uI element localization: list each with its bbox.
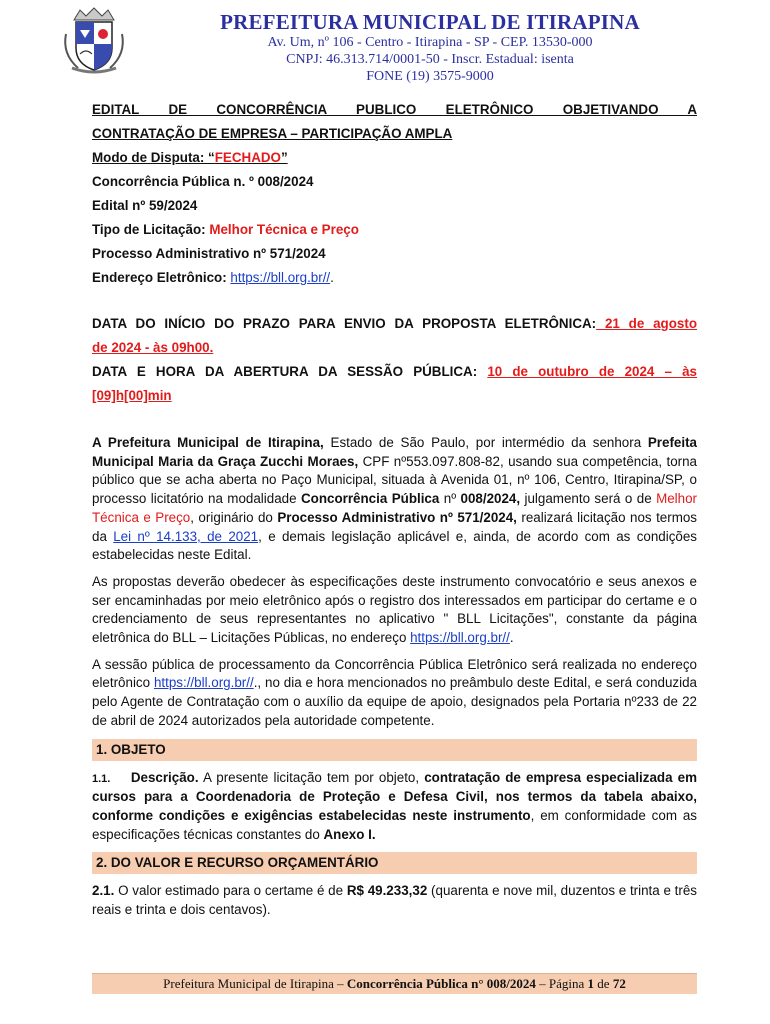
text-bold: Concorrência Pública bbox=[300, 491, 440, 507]
modo-value: FECHADO bbox=[214, 150, 281, 165]
text-bold: Anexo I. bbox=[323, 826, 376, 842]
text: Estado de São Paulo, por intermédio da senhora bbox=[323, 435, 648, 450]
letterhead-phone: FONE (19) 3575-9000 bbox=[366, 69, 494, 84]
modo-disputa bbox=[92, 146, 697, 170]
edital-number: Edital nº 59/2024 bbox=[92, 198, 198, 213]
tipo-licitacao bbox=[92, 218, 697, 242]
data-inicio-value-a: 21 de agosto bbox=[596, 316, 698, 331]
text: , e demais legislação aplicável e, ainda, de acordo com as condições estabelecidas neste Edital. bbox=[92, 528, 698, 563]
text: ., no dia e hora mencionados no preâmbulo deste Edital, e será conduzida pelo Agente de Contratação com o auxílio da equipe de apoio, designados pela Portaria nº233 de 22 de abril de 2024 autorizados pela autoridade competente. bbox=[92, 675, 697, 728]
processo-administrativo: Processo Administrativo nº 571/2024 bbox=[92, 246, 326, 261]
footer-text: Prefeitura Municipal de Itirapina – bbox=[163, 976, 347, 991]
text: As propostas deverão obedecer às especificações deste instrumento convocatório e seus anexos e ser encaminhadas por meio eletrônico após o registro dos interessados em participar do certame e o credenciamento de seus representantes no aplicativo " BLL Licitações", constante da página eletrônica do BLL – Licitações Públicas, no endereço bbox=[92, 573, 697, 646]
section-heading-objeto: 1. OBJETO bbox=[92, 739, 697, 761]
edital-title-line1: EDITAL DE CONCORRÊNCIA PUBLICO ELETRÔNICO OBJETIVANDO A bbox=[92, 102, 697, 117]
text-bold: Processo Administrativo nº 571/2024, bbox=[277, 509, 517, 525]
footer-bold: Concorrência Pública n° 008/2024 bbox=[346, 976, 536, 991]
item-number: 2.1. bbox=[92, 883, 115, 899]
footer-text: de bbox=[594, 976, 613, 991]
text: , em conformidade com as especificações técnicas constantes do bbox=[92, 807, 697, 842]
endereco-eletronico bbox=[92, 266, 697, 290]
footer-text: – Página bbox=[535, 976, 588, 991]
paragraph-descricao bbox=[92, 769, 697, 845]
text: , originário do bbox=[190, 509, 278, 525]
text: . bbox=[509, 630, 514, 646]
law-link[interactable]: Lei nº 14.133, de 2021 bbox=[113, 528, 259, 544]
edital-title-line2: CONTRATAÇÃO DE EMPRESA – PARTICIPAÇÃO AMPLA bbox=[92, 126, 453, 141]
data-abertura-value-b: [09]h[00]min bbox=[92, 388, 172, 403]
section-heading-valor: 2. DO VALOR E RECURSO ORÇAMENTÁRIO bbox=[92, 852, 697, 874]
endereco-link[interactable]: https://bll.org.br// bbox=[230, 270, 331, 285]
text: A sessão pública de processamento da Concorrência Pública Eletrônico será realizada no endereço eletrônico bbox=[92, 656, 697, 691]
data-inicio-value-b: de 2024 - às 09h00. bbox=[92, 340, 214, 355]
concorrencia-number: Concorrência Pública n. º 008/2024 bbox=[92, 174, 314, 189]
text-bold: Descrição. bbox=[130, 769, 199, 785]
text: julgamento será o de bbox=[520, 491, 657, 507]
bll-link[interactable]: https://bll.org.br// bbox=[410, 630, 510, 646]
municipal-coat-of-arms-icon bbox=[58, 4, 130, 76]
paragraph-sessao bbox=[92, 656, 697, 731]
text: A presente licitação tem por objeto, bbox=[198, 769, 425, 785]
paragraph-preamble bbox=[92, 434, 697, 565]
text-bold: 008/2024, bbox=[460, 491, 521, 507]
text-bold: contratação de empresa especializada em cursos para a Coordenadoria de Proteção e Defesa Civil, nos termos da tabela abaixo, conforme condições e exigências estabelecidas neste instrumento bbox=[92, 769, 697, 823]
paragraph-propostas bbox=[92, 573, 697, 648]
text-red: Melhor Técnica e Preço bbox=[92, 491, 698, 525]
text-bold: R$ 49.233,32 bbox=[346, 883, 428, 899]
page-footer bbox=[92, 973, 697, 994]
data-inicio-label: DATA DO INÍCIO DO PRAZO PARA ENVIO DA PROPOSTA ELETRÔNICA: bbox=[92, 316, 597, 331]
text: nº bbox=[439, 491, 461, 507]
bll-link[interactable]: https://bll.org.br// bbox=[153, 675, 254, 691]
text: O valor estimado para o certame é de bbox=[114, 883, 347, 899]
endereco-end: . bbox=[330, 270, 334, 285]
letterhead-address: Av. Um, nº 106 - Centro - Itirapina - SP - CEP. 13530-000 bbox=[267, 35, 593, 50]
text: CPF nº553.097.808-82, usando sua competência, torna público que se acha aberta no Paço Municipal, situada à Avenida 01, nº 106, Centro, Itirapina/SP, o processo licitatório na modalidade bbox=[92, 453, 698, 507]
letterhead bbox=[130, 10, 730, 85]
modo-end: ” bbox=[280, 150, 288, 165]
letterhead-title: PREFEITURA MUNICIPAL DE ITIRAPINA bbox=[220, 10, 640, 34]
text: (quarenta e nove mil, duzentos e trinta e três reais e trinta e dois centavos). bbox=[92, 883, 697, 918]
document-body bbox=[92, 98, 697, 928]
text: realizará licitação nos termos da bbox=[92, 509, 697, 544]
modo-label: Modo de Disputa: “ bbox=[92, 150, 215, 165]
tipo-label: Tipo de Licitação: bbox=[92, 222, 210, 237]
text-bold: Prefeita Municipal Maria da Graça Zucchi Moraes, bbox=[92, 435, 697, 469]
tipo-value: Melhor Técnica e Preço bbox=[209, 222, 359, 237]
page-number: 1 bbox=[587, 976, 595, 991]
endereco-label: Endereço Eletrônico: bbox=[92, 270, 231, 285]
data-abertura-line1 bbox=[92, 360, 697, 384]
item-number: 1.1. bbox=[92, 772, 111, 785]
data-abertura-value-a: 10 de outubro de 2024 – às bbox=[487, 364, 698, 379]
letterhead-cnpj: CNPJ: 46.313.714/0001-50 - Inscr. Estadual: isenta bbox=[286, 52, 574, 67]
data-inicio-line1 bbox=[92, 312, 697, 336]
page-total: 72 bbox=[612, 976, 626, 991]
paragraph-valor bbox=[92, 882, 697, 919]
text-bold: A Prefeitura Municipal de Itirapina, bbox=[92, 435, 324, 450]
data-abertura-label: DATA E HORA DA ABERTURA DA SESSÃO PÚBLICA: bbox=[92, 364, 488, 379]
